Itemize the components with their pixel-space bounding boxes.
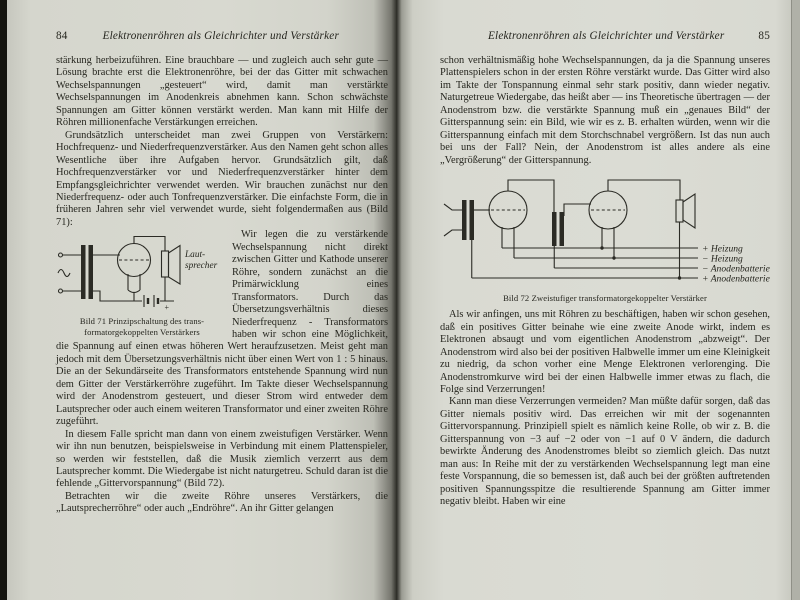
page-84-number: 84: [56, 30, 68, 42]
page-84-body: [56, 55, 388, 516]
page-84-header: [56, 30, 388, 42]
scan-left-edge: [0, 0, 7, 600]
paragraph: Kann man diese Verzerrungen vermeiden? Man müßte dafür sorgen, daß das Gitter niemals positiv wird. Das erreichen wir mit der sogenannten Gittervorspannung. Prinzipiell spielt es nämlich keine Rolle, ob wir z. B. die Gitterspannung von −3 auf −2 oder von −1 auf 0 V ändern, die dadurch bewirkte Änderung des Anodenstromes bleibt so ziemlich gleich. Das nutzt man aus: In Reihe mit der zu verstärkenden Wechselspannung legt man eine feste Vorspannung, die so bemessen ist, daß auch bei der größten auftretenden positiven Spannungsspitze die resultierende Spannung am Gitter immer negativ bleibt. Haben wir eine: [440, 396, 770, 508]
paragraph: Als wir anfingen, uns mit Röhren zu beschäftigen, haben wir schon gesehen, daß ein positives Gitter beinahe wie eine zweite Anode wirkt, indem es Elektronen absaugt und vom eigentlichen Anodenstrom „abzweigt“. Der Anodenstrom wird also bei der positiven Halbwelle immer um eine Kleinigkeit zu niedrig, da schon vorher eine Menge Elektronen verlorenging. Die Anodenstromkurve wird bei der einen Halbwelle immer etwas zu flach, die Folge sind Verzerrungen!: [440, 309, 770, 395]
label-anodenbatterie-plus: + Anodenbatterie: [702, 273, 770, 285]
running-title-right: Elektronenröhren als Gleichrichter und Verstärker: [488, 30, 725, 42]
figure-71-caption: [56, 316, 228, 336]
label-anodenbatterie-minus: − Anodenbatterie: [702, 263, 770, 275]
paragraph: Betrachten wir die zweite Röhre unseres Verstärkers, die „Lautsprecherröhre“ oder auch „Endröhre“. An ihr Gitter gelangen: [56, 490, 388, 515]
battery-plus-sign: +: [164, 303, 170, 312]
figure-72: [440, 174, 770, 303]
figure-71-circuit-diagram: [56, 233, 228, 311]
figure-72-caption: Bild 72 Zweistufiger transformatorgekoppelter Verstärker: [503, 293, 707, 304]
page-85-body: [440, 55, 770, 509]
label-heizung-plus: + Heizung: [702, 243, 743, 255]
label-heizung-minus: − Heizung: [702, 253, 743, 265]
figure-71-caption-line2: formatorgekoppelten Verstärkers: [84, 326, 200, 337]
figure-71-caption-line1: Bild 71 Prinzipschaltung des trans-: [79, 316, 205, 327]
page-85-header: [440, 30, 770, 42]
paragraph: schon verhältnismäßig hohe Wechselspannungen, da ja die Spannung unseres Plattenspielers schon in der ersten Röhre verstärkt wurde. Das Gitter wird also im Takte der Tonspannung einmal sehr stark positiv, dann wieder negativ. Naturgetreue Wiedergabe, das heißt aber — ins Theoretische übertragen — der Anodenstrom bzw. die verstärkte Spannung muß ein „genaues Bild“ der Gitterspannung sein: ein Bild, wie wir es z. B. erhalten würden, wenn wir die Gitterspannung einfach mit dem Storchschnabel vergrößern. Ist das nun auch bei uns der Fall? Nein, der Anodenstrom ist alles andere als eine „Vergrößerung“ der Gitterspannung.: [440, 55, 770, 166]
figure-72-circuit-diagram: [440, 174, 770, 290]
paragraph: Wir legen die zu verstärkende Wechselspannung nicht direkt zwischen Gitter und Kathode unserer Röhre, sondern zunächst an die Primärwicklung eines Transformators. Durch das Übersetzungsverhältnis dieses Niederfrequenz - Transformators haben wir schon eine Möglichkeit, die Spannung auf einen etwas höheren Wert heraufzusetzen. Meist geht man jedoch mit dem Übersetzungsverhältnis nicht über einen Wert von 1 : 5 hinaus. Die an der Sekundärseite des Transformators entstehende Spannung wird nun dem Gitter der Verstärkerröhre zugeführt. Im Takte dieser Wechselspannung wird der Anodenstrom gesteuert, und dieser Strom wird entweder dem Lautsprecher oder auch einem weiteren Transformator und einer zweiten Röhre zugeführt.: [56, 229, 388, 428]
page-85-number: 85: [758, 30, 770, 42]
figure-71: [56, 233, 228, 336]
paragraph: In diesem Falle spricht man dann von einem zweistufigen Verstärker. Wenn wir ihn nun benutzen, beispielsweise in Verbindung mit einem Plattenspieler, so werden wir feststellen, daß die Musik ziemlich verzerrt aus dem Lautsprecher kommt. Die Wiedergabe ist nicht naturgetreu. Schuld daran ist die fehlende „Gittervorspannung“ (Bild 72).: [56, 428, 388, 490]
speaker-label-line2: sprecher: [185, 261, 218, 272]
page-85: [397, 0, 791, 600]
paragraph: stärkung herbeizuführen. Eine brauchbare — und zugleich auch sehr gute — Lösung brachte erst die Elektronenröhre, bei der das Gitter mit schwachen Wechselspannungen „gesteuert“ wird, damit man verstärkte Wechselspannungen im Anodenkreis abnehmen kann. Schon schwächste Spannungen am Gitter können verstärkt werden. Man kann mit Hilfe der Röhren millionenfache Verstärkungen erreichen.: [56, 55, 388, 129]
scan-right-edge: [791, 0, 800, 600]
speaker-label-line1: Laut-: [185, 250, 206, 261]
page-84: [7, 0, 397, 600]
paragraph: Grundsätzlich unterscheidet man zwei Gruppen von Verstärkern: Hochfrequenz- und Niederfrequenzverstärker. Aus den Namen geht schon alles Wesentliche über ihre Aufgaben hervor. Grundsätzlich gilt, daß Hochfrequenzverstärker vor und Niederfrequenzverstärker hinter dem Empfangsgleichrichter verwendet werden. Wir brauchen zunächst nur den Niederfrequenz- oder auch Tonfrequenzverstärker. Die einfachste Form, die in früheren Jahren sehr viel verwendet wurde, sieht folgendermaßen aus (Bild 71):: [56, 129, 388, 228]
running-title-left: Elektronenröhren als Gleichrichter und Verstärker: [102, 30, 339, 42]
